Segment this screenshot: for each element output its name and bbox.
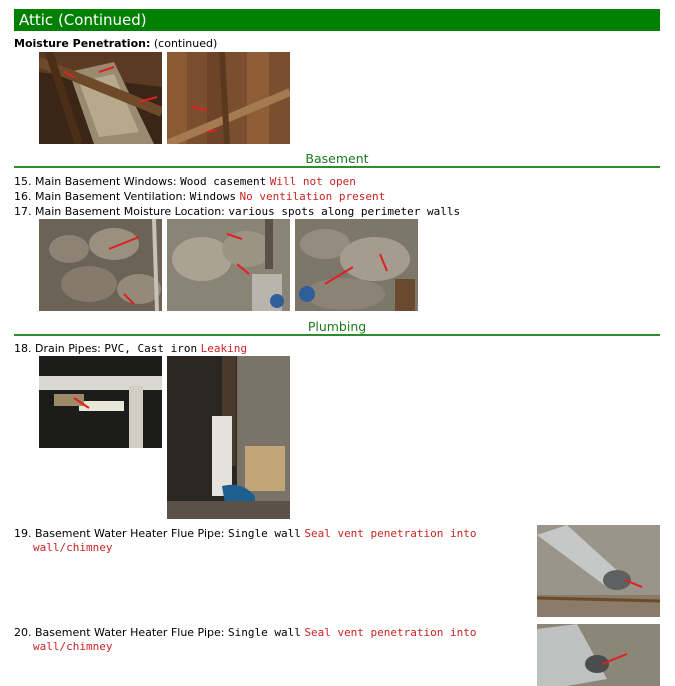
item-issue: Will not open [269, 175, 356, 188]
item-label: Main Basement Ventilation: [35, 190, 187, 203]
plumbing-section-title: Plumbing [307, 319, 367, 334]
basement-item-17 [14, 205, 460, 218]
item-label: Drain Pipes: [35, 342, 101, 355]
item-issue: Seal vent penetration into [304, 626, 477, 639]
basement-item-15 [14, 175, 356, 188]
plumbing-item-19-continuation [33, 541, 112, 554]
item-issue-continued: wall/chimney [33, 640, 113, 653]
moisture-penetration-label: Moisture Penetration: [14, 37, 151, 50]
flue-pipe-photo-2 [537, 624, 660, 686]
item-value: Single wall [227, 527, 301, 540]
item-value: Windows [189, 190, 237, 203]
plumbing-item-20-continuation [33, 640, 112, 653]
item-number: 20. [14, 626, 32, 639]
basement-photo-3 [295, 219, 418, 311]
plumbing-section-rule [14, 334, 660, 336]
plumbing-item-19 [14, 527, 529, 540]
item-value: various spots along perimeter walls [228, 205, 461, 218]
attic-section-title: Attic (Continued) [19, 11, 147, 29]
drain-pipe-photo-2 [167, 356, 290, 519]
item-value: Single wall [227, 626, 301, 639]
item-number: 17. [14, 205, 32, 218]
item-label: Basement Water Heater Flue Pipe: [35, 527, 225, 540]
basement-photo-1 [39, 219, 162, 311]
moisture-penetration-line [14, 37, 217, 50]
item-number: 15. [14, 175, 32, 188]
item-number: 16. [14, 190, 32, 203]
item-label: Basement Water Heater Flue Pipe: [35, 626, 225, 639]
flue-pipe-photo-1 [537, 525, 660, 617]
attic-photo-2 [167, 52, 290, 144]
item-issue-continued: wall/chimney [33, 541, 113, 554]
item-value: Wood casement [180, 175, 267, 188]
basement-section-rule [14, 166, 660, 168]
basement-item-16 [14, 190, 385, 203]
drain-pipe-photo-1 [39, 356, 162, 448]
plumbing-item-18 [14, 342, 247, 355]
attic-photo-1 [39, 52, 162, 144]
basement-section-title: Basement [305, 151, 369, 166]
item-label: Main Basement Windows: [35, 175, 177, 188]
item-issue: Leaking [200, 342, 247, 355]
item-issue: Seal vent penetration into [304, 527, 477, 540]
item-number: 18. [14, 342, 32, 355]
item-number: 19. [14, 527, 32, 540]
item-issue: No ventilation present [239, 190, 386, 203]
moisture-penetration-note: (continued) [153, 37, 218, 50]
basement-photo-2 [167, 219, 290, 311]
plumbing-item-20 [14, 626, 529, 639]
item-value: PVC, Cast iron [104, 342, 198, 355]
item-label: Main Basement Moisture Location: [35, 205, 225, 218]
attic-section-banner [14, 9, 660, 31]
